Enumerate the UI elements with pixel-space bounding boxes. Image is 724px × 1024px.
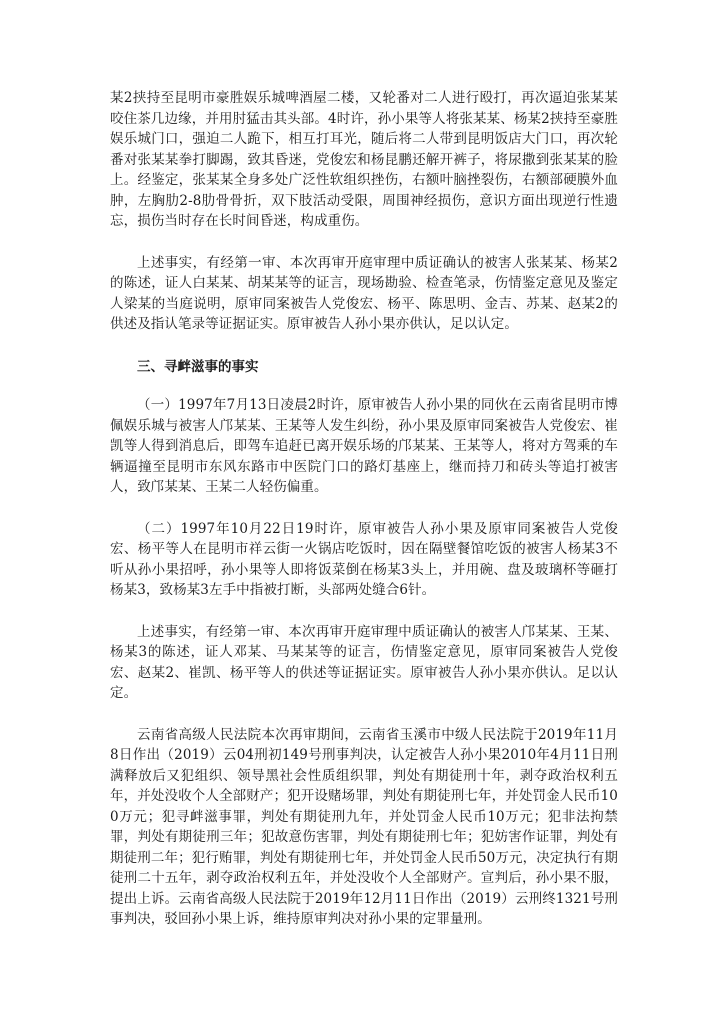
paragraph-incident-2: （二）1997年10月22日19时许，原审被告人孙小果及原审同案被告人党俊宏、杨平等人在昆明市祥云街一火锅店吃饭时，因在隔壁餐馆吃饭的被害人杨某3不听从孙小果招呼，孙小果等人即将饭菜倒在杨某3头上，并用碗、盘及玻璃杯等砸打杨某3，致杨某3左手中指被打断，头部两处缝合6针。 — [110, 520, 618, 598]
paragraph-evidence-summary-2: 上述事实，有经第一审、本次再审开庭审理中质证确认的被害人邝某某、王某、杨某3的陈述，证人邓某、马某某等的证言，伤情鉴定意见，原审同案被告人党俊宏、赵某2、崔凯、杨平等人的供述等证据证实。原审被告人孙小果亦供认。足以认定。 — [110, 623, 618, 701]
paragraph-assault-continuation: 某2挟持至昆明市豪胜娱乐城啤酒屋二楼，又轮番对二人进行殴打，再次逼迫张某某咬住茶几边缘，并用肘猛击其头部。4时许，孙小果等人将张某某、杨某2挟持至豪胜娱乐城门口，强迫二人跪下，相互打耳光，随后将二人带到昆明饭店大门口，再次轮番对张某某拳打脚踢，致其昏迷，党俊宏和杨昆鹏还解开裤子，将尿撒到张某某的脸上。经鉴定，张某某全身多处广泛性软组织挫伤，右额叶脑挫裂伤，右额部硬膜外血肿，左胸肋2-8肋骨骨折，双下肢活动受限，周围神经损伤，意识方面出现逆行性遗忘，损伤当时存在长时间昏迷，构成重伤。 — [110, 90, 618, 229]
document-page — [110, 88, 618, 930]
paragraph-incident-1: （一）1997年7月13日凌晨2时许，原审被告人孙小果的同伙在云南省昆明市博佩娱乐城与被害人邝某某、王某等人发生纠纷，孙小果及原审同案被告人党俊宏、崔凯等人得到消息后，即驾车追赶已离开娱乐场的邝某某、王某等人，将对方驾乘的车辆逼撞至昆明市东风东路市中医院门口的路灯基座上，继而持刀和砖头等追打被害人，致邝某某、王某二人轻伤偏重。 — [110, 397, 618, 495]
paragraph-retrial-judgment: 云南省高级人民法院本次再审期间，云南省玉溪市中级人民法院于2019年11月8日作出（2019）云04刑初149号刑事判决，认定被告人孙小果2010年4月11日刑满释放后又犯组织、领导黑社会性质组织罪，判处有期徒刑十年，剥夺政治权利五年，并处没收个人全部财产；犯开设赌场罪，判处有期徒刑七年，并处罚金人民币100万元；犯寻衅滋事罪，判处有期徒刑九年，并处罚金人民币10万元；犯非法拘禁罪，判处有期徒刑三年；犯故意伤害罪，判处有期徒刑七年；犯妨害作证罪，判处有期徒刑二年；犯行贿罪，判处有期徒刑七年，并处罚金人民币50万元，决定执行有期徒刑二十五年，剥夺政治权利五年，并处没收个人全部财产。宣判后，孙小果不服，提出上诉。云南省高级人民法院于2019年12月11日作出（2019）云刑终1321号刑事判决，驳回孙小果上诉，维持原审判决对孙小果的定罪量刑。 — [110, 726, 618, 927]
paragraph-evidence-summary-1: 上述事实，有经第一审、本次再审开庭审理中质证确认的被害人张某某、杨某2的陈述，证人白某某、胡某某等的证言，现场勘验、检查笔录，伤情鉴定意见及鉴定人梁某的当庭说明，原审同案被告人党俊宏、杨平、陈思明、金吉、苏某、赵某2的供述及指认笔录等证据证实。原审被告人孙小果亦供认，足以认定。 — [110, 254, 618, 332]
section-heading-provoking-trouble: 三、寻衅滋事的事实 — [137, 358, 259, 375]
